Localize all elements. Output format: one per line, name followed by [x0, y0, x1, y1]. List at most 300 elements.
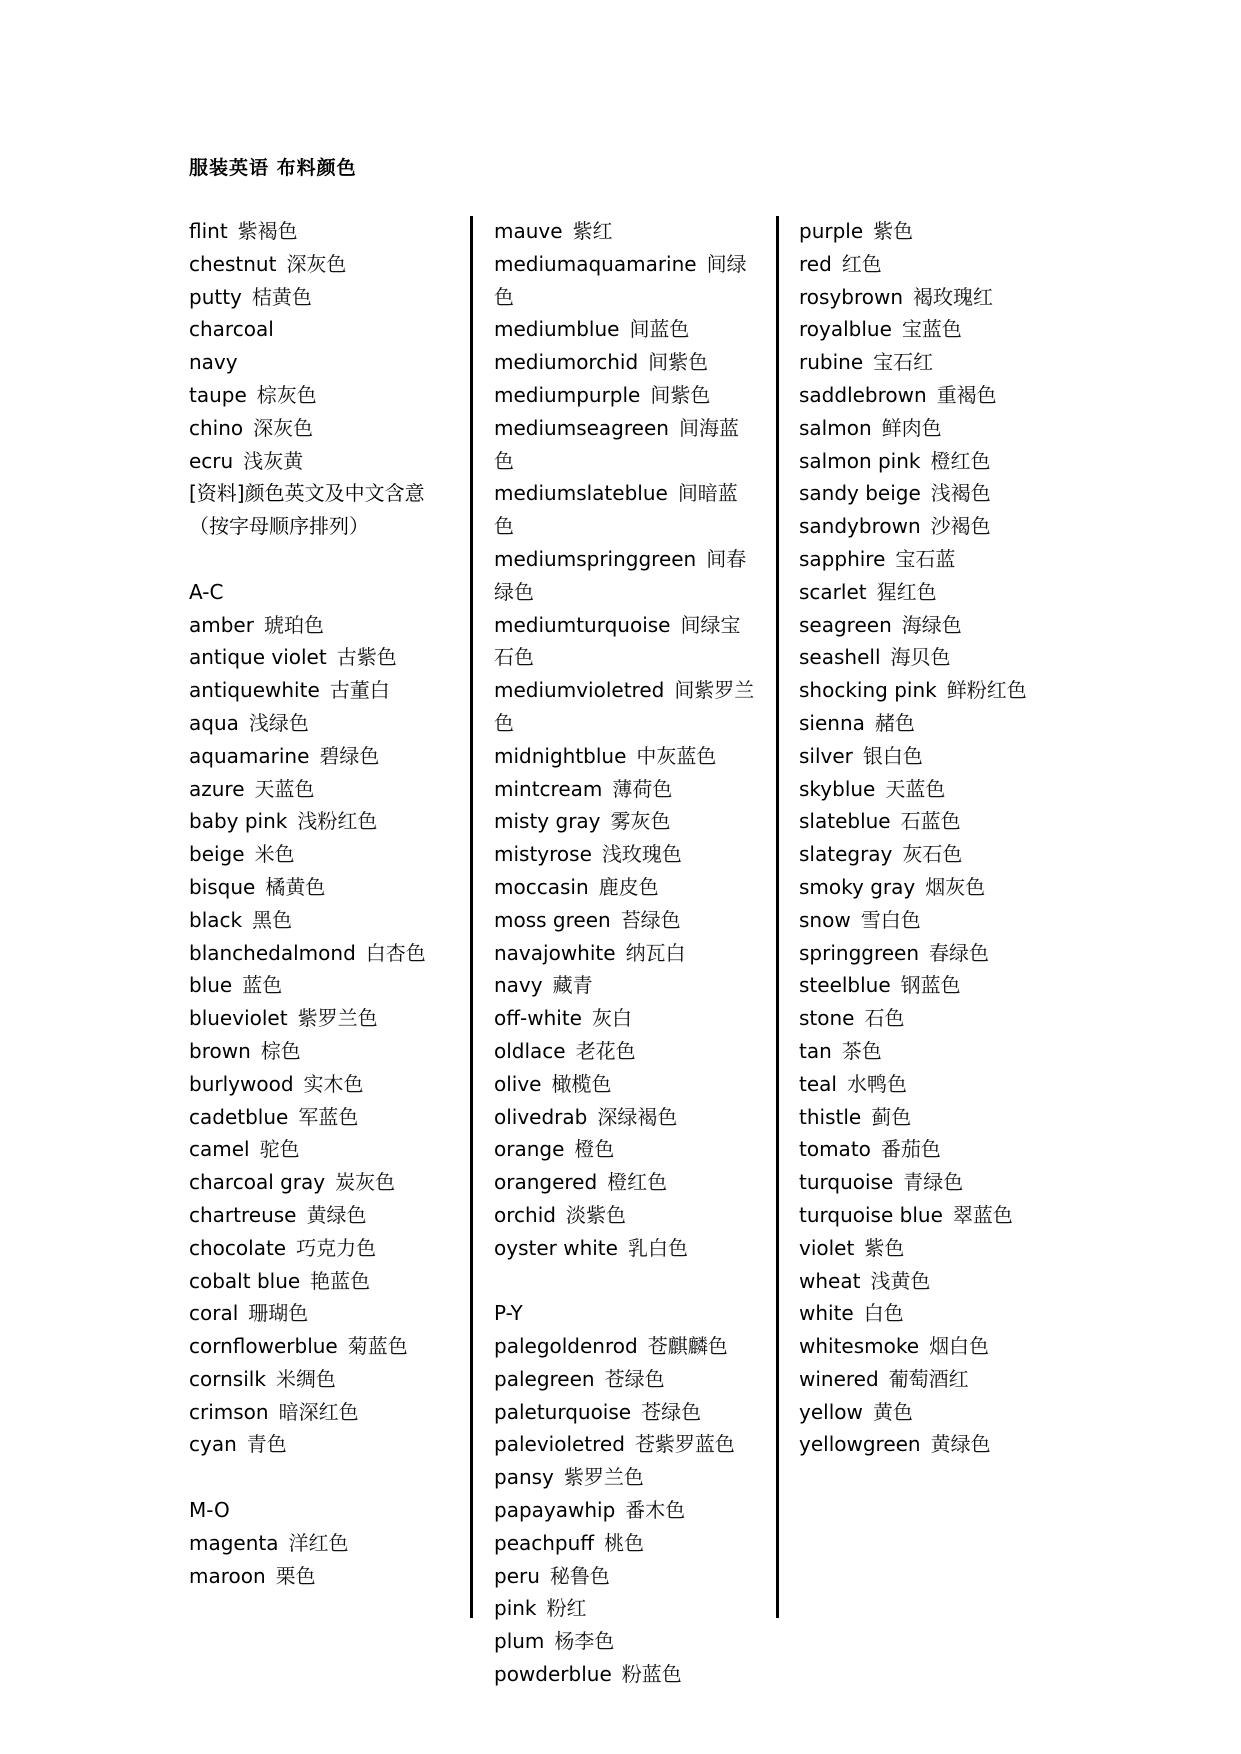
color-entry: [494, 674, 756, 740]
color-name-zh: 钢蓝色: [900, 973, 961, 998]
color-name-zh: 棕色: [260, 1038, 301, 1063]
color-entry: [189, 1428, 451, 1461]
color-name-en: baby pink: [189, 809, 288, 834]
color-name-zh: 实木色: [303, 1071, 364, 1096]
color-entry: [799, 313, 1061, 346]
color-name-en: orangered: [494, 1170, 598, 1195]
color-name-zh: 苍紫罗蓝色: [634, 1432, 735, 1457]
color-name-en: stone: [799, 1006, 855, 1031]
color-entry: [799, 871, 1061, 904]
color-name-zh: 浅褐色: [930, 481, 991, 506]
color-name-en: beige: [189, 842, 245, 867]
color-name-zh: 浅灰黄: [243, 448, 304, 473]
color-entry: [799, 838, 1061, 871]
color-entry: [189, 641, 451, 674]
color-name-en: powderblue: [494, 1662, 612, 1687]
color-entry: [799, 1068, 1061, 1101]
color-name-zh: 暗深红色: [278, 1399, 359, 1424]
color-entry: [799, 1232, 1061, 1265]
color-name-en: moccasin: [494, 874, 589, 899]
color-name-en: taupe: [189, 382, 247, 407]
color-name-zh: 番茄色: [880, 1137, 941, 1162]
color-name-en: misty gray: [494, 809, 601, 834]
color-name-en: tan: [799, 1038, 832, 1063]
color-name-en: chocolate: [189, 1235, 287, 1260]
color-name-en: mauve: [494, 219, 563, 243]
color-entry: [799, 346, 1061, 379]
color-name-zh: 藏青: [552, 973, 593, 998]
color-entry: [799, 248, 1061, 281]
color-name-en: winered: [799, 1366, 879, 1391]
color-name-zh: 杨李色: [554, 1629, 615, 1654]
column-3: [799, 215, 1061, 1461]
color-name-en: saddlebrown: [799, 382, 927, 407]
color-name-zh: 雾灰色: [610, 809, 671, 834]
color-entry: [494, 838, 756, 871]
color-entry: [494, 1658, 756, 1691]
color-entry: [494, 543, 756, 609]
color-name-en: purple: [799, 219, 864, 243]
color-name-en: charcoal: [189, 317, 274, 342]
color-entry: [189, 1330, 451, 1363]
color-name-zh: 海贝色: [890, 645, 951, 670]
color-entry: [189, 1297, 451, 1330]
color-name-en: yellow: [799, 1399, 863, 1424]
color-name-zh: 黄绿色: [930, 1432, 991, 1457]
color-entry: [799, 1396, 1061, 1429]
color-entry: [799, 969, 1061, 1002]
color-entry: [799, 1133, 1061, 1166]
color-name-en: sandybrown: [799, 514, 921, 539]
color-entry: [799, 215, 1061, 248]
color-entry: [799, 576, 1061, 609]
color-entry: [189, 805, 451, 838]
color-entry: [494, 346, 756, 379]
color-entry: [494, 1527, 756, 1560]
color-entry: [494, 313, 756, 346]
color-name-en: violet: [799, 1235, 855, 1260]
color-name-zh: 炭灰色: [335, 1170, 396, 1195]
color-entry: [189, 1133, 451, 1166]
color-name-en: tomato: [799, 1137, 871, 1162]
color-name-en: sandy beige: [799, 481, 921, 506]
color-name-zh: 军蓝色: [298, 1104, 359, 1129]
color-name-zh: 古董白: [329, 678, 390, 703]
color-name-zh: 茶色: [841, 1038, 882, 1063]
color-name-en: turquoise: [799, 1170, 894, 1195]
color-name-en: mediumspringgreen: [494, 546, 697, 571]
color-name-zh: 老花色: [575, 1038, 636, 1063]
color-name-zh: 紫罗兰色: [297, 1006, 378, 1031]
color-entry: [189, 1560, 451, 1593]
color-name-en: cyan: [189, 1432, 237, 1457]
color-entry: [799, 1002, 1061, 1035]
color-name-en: slategray: [799, 842, 893, 867]
color-name-zh: 鲜肉色: [881, 415, 942, 440]
color-entry: [494, 1560, 756, 1593]
color-entry: [189, 346, 451, 379]
color-name-en: salmon pink: [799, 448, 921, 473]
color-name-zh: 琥珀色: [263, 612, 324, 637]
color-entry: [189, 445, 451, 478]
color-entry: [799, 641, 1061, 674]
color-name-en: navy: [189, 350, 238, 375]
color-entry: [494, 1002, 756, 1035]
color-name-en: maroon: [189, 1563, 266, 1588]
color-name-zh: 青色: [246, 1432, 287, 1457]
color-name-en: skyblue: [799, 776, 876, 801]
color-name-en: snow: [799, 907, 851, 932]
color-entry: [799, 707, 1061, 740]
color-entry: [799, 609, 1061, 642]
color-name-zh: 洋红色: [288, 1530, 349, 1555]
color-name-zh: 黄绿色: [306, 1202, 367, 1227]
color-name-en: royalblue: [799, 317, 892, 342]
color-name-zh: 橘黄色: [265, 874, 326, 899]
color-entry: [494, 1133, 756, 1166]
color-name-en: palegreen: [494, 1366, 595, 1391]
color-name-en: yellowgreen: [799, 1432, 921, 1457]
color-entry: [189, 412, 451, 445]
color-name-zh: 间紫色: [650, 382, 711, 407]
color-name-zh: 橄榄色: [551, 1071, 612, 1096]
color-entry: [189, 773, 451, 806]
color-entry: [494, 1461, 756, 1494]
color-entry: [494, 1428, 756, 1461]
color-name-zh: 间蓝色: [629, 317, 690, 342]
color-entry: [494, 477, 756, 543]
color-name-zh: 间春绿色: [494, 546, 747, 604]
color-name-en: olivedrab: [494, 1104, 588, 1129]
color-name-en: antique violet: [189, 645, 327, 670]
color-entry: [494, 1330, 756, 1363]
color-name-zh: 橙红色: [930, 448, 991, 473]
color-entry: [189, 904, 451, 937]
color-entry: [494, 1363, 756, 1396]
color-name-en: charcoal gray: [189, 1170, 326, 1195]
color-name-en: putty: [189, 284, 242, 309]
color-name-en: palegoldenrod: [494, 1334, 638, 1359]
color-name-zh: 巧克力色: [296, 1235, 377, 1260]
color-name-en: crimson: [189, 1399, 269, 1424]
color-name-zh: 间绿色: [494, 251, 747, 309]
color-name-zh: 苍绿色: [641, 1399, 702, 1424]
page-title: 服装英语 布料颜色: [189, 157, 357, 179]
color-name-zh: 红色: [841, 251, 882, 276]
blank-line: [189, 543, 451, 576]
color-name-zh: 天蓝色: [885, 776, 946, 801]
color-name-en: antiquewhite: [189, 678, 320, 703]
color-name-en: springgreen: [799, 940, 920, 965]
color-entry: [494, 1396, 756, 1429]
color-entry: [799, 1166, 1061, 1199]
color-name-zh: 深绿褐色: [597, 1104, 678, 1129]
color-entry: [189, 740, 451, 773]
color-name-en: azure: [189, 776, 245, 801]
color-name-en: whitesmoke: [799, 1334, 920, 1359]
color-name-zh: 碧绿色: [319, 743, 380, 768]
color-name-en: chartreuse: [189, 1202, 297, 1227]
color-entry: [494, 1232, 756, 1265]
color-entry: [494, 1166, 756, 1199]
color-entry: [799, 1199, 1061, 1232]
color-name-zh: 苍绿色: [604, 1366, 665, 1391]
color-entry: [494, 969, 756, 1002]
color-name-en: orange: [494, 1137, 565, 1162]
color-name-en: chestnut: [189, 251, 277, 276]
color-name-zh: 桃色: [604, 1530, 645, 1555]
color-name-zh: 粉蓝色: [621, 1662, 682, 1687]
color-name-zh: 石色: [864, 1006, 905, 1031]
color-entry: [189, 871, 451, 904]
color-name-en: slateblue: [799, 809, 891, 834]
color-entry: [189, 248, 451, 281]
color-name-en: olive: [494, 1071, 542, 1096]
color-entry: [799, 1035, 1061, 1068]
color-entry: [494, 1199, 756, 1232]
color-name-en: off-white: [494, 1006, 582, 1031]
section-heading: M-O: [189, 1498, 230, 1523]
color-name-zh: 间紫罗兰色: [494, 678, 755, 735]
color-name-en: rubine: [799, 350, 864, 375]
color-entry: [189, 674, 451, 707]
color-name-en: chino: [189, 415, 244, 440]
color-name-zh: 雪白色: [860, 907, 921, 932]
color-name-zh: 宝石蓝: [895, 546, 956, 571]
color-entry: [189, 707, 451, 740]
color-entry: [494, 1592, 756, 1625]
color-name-zh: 葡萄酒红: [888, 1366, 969, 1391]
section-heading: A-C: [189, 579, 224, 604]
color-name-zh: 黑色: [252, 907, 293, 932]
color-entry: [799, 379, 1061, 412]
color-name-en: shocking pink: [799, 678, 937, 703]
color-name-zh: 间绿宝石色: [494, 612, 741, 670]
color-name-en: peru: [494, 1563, 540, 1588]
color-name-en: smoky gray: [799, 874, 916, 899]
color-name-en: mediumseagreen: [494, 415, 669, 440]
color-name-zh: 白色: [863, 1301, 904, 1326]
color-name-zh: 赭色: [874, 710, 915, 735]
color-name-en: teal: [799, 1071, 837, 1096]
color-name-en: blanchedalmond: [189, 940, 356, 965]
color-entry: [494, 1101, 756, 1134]
color-entry: [799, 1265, 1061, 1298]
color-name-en: plum: [494, 1629, 545, 1654]
color-name-zh: 海绿色: [901, 612, 962, 637]
color-name-zh: 棕灰色: [256, 382, 317, 407]
color-name-en: brown: [189, 1038, 251, 1063]
color-name-zh: 紫红: [572, 219, 613, 243]
color-name-zh: 纳瓦白: [625, 940, 686, 965]
color-entry: [189, 838, 451, 871]
color-name-zh: 紫色: [873, 219, 914, 243]
color-entry: [494, 1625, 756, 1658]
color-name-zh: 桔黄色: [251, 284, 312, 309]
color-entry: [799, 740, 1061, 773]
color-entry: [494, 937, 756, 970]
color-entry: [799, 1330, 1061, 1363]
color-entry: [799, 805, 1061, 838]
color-entry: [799, 1363, 1061, 1396]
note-text: [资料]颜色英文及中文含意（按字母顺序排列）: [189, 481, 425, 539]
color-name-en: seagreen: [799, 612, 892, 637]
color-name-zh: 石蓝色: [900, 809, 961, 834]
color-name-zh: 春绿色: [929, 940, 990, 965]
color-name-zh: 蓟色: [871, 1104, 912, 1129]
color-name-en: oldlace: [494, 1038, 566, 1063]
color-name-zh: 古紫色: [336, 645, 397, 670]
color-entry: [189, 1527, 451, 1560]
color-name-zh: 深灰色: [253, 415, 314, 440]
color-entry: [189, 609, 451, 642]
color-entry: [189, 1199, 451, 1232]
color-entry: [189, 1363, 451, 1396]
color-name-en: magenta: [189, 1530, 279, 1555]
color-entry: [494, 740, 756, 773]
color-entry: [189, 937, 451, 970]
color-name-en: midnightblue: [494, 743, 627, 768]
color-name-zh: 乳白色: [627, 1235, 688, 1260]
color-entry: [799, 937, 1061, 970]
color-entry: [799, 1297, 1061, 1330]
color-entry: [494, 215, 756, 248]
color-entry: [189, 1068, 451, 1101]
color-name-en: turquoise blue: [799, 1202, 943, 1227]
color-name-en: wheat: [799, 1268, 861, 1293]
color-name-zh: 驼色: [259, 1137, 300, 1162]
color-name-en: mistyrose: [494, 842, 592, 867]
color-name-zh: 间暗蓝色: [494, 481, 738, 539]
color-name-zh: 中灰蓝色: [636, 743, 717, 768]
color-name-en: cornflowerblue: [189, 1334, 338, 1359]
color-name-zh: 间海蓝色: [494, 415, 739, 473]
color-entry: [189, 1396, 451, 1429]
color-entry: [494, 379, 756, 412]
color-name-en: mintcream: [494, 776, 603, 801]
color-name-en: ecru: [189, 448, 234, 473]
color-name-en: cobalt blue: [189, 1268, 301, 1293]
color-name-zh: 天蓝色: [254, 776, 315, 801]
color-name-en: blue: [189, 973, 233, 998]
color-entry: [189, 1035, 451, 1068]
color-name-en: mediumslateblue: [494, 481, 668, 506]
color-entry: [189, 281, 451, 314]
color-name-zh: 褐玫瑰红: [913, 284, 994, 309]
color-name-zh: 番木色: [625, 1498, 686, 1523]
color-name-zh: 橙红色: [607, 1170, 668, 1195]
color-name-en: rosybrown: [799, 284, 904, 309]
color-name-zh: 粉红: [546, 1596, 587, 1621]
color-name-en: cadetblue: [189, 1104, 289, 1129]
color-entry: [189, 1166, 451, 1199]
color-name-zh: 薄荷色: [612, 776, 673, 801]
color-entry: [494, 871, 756, 904]
color-name-en: flint: [189, 219, 228, 243]
color-name-zh: 苔绿色: [620, 907, 681, 932]
color-name-zh: 珊瑚色: [248, 1301, 309, 1326]
color-name-zh: 紫色: [864, 1235, 905, 1260]
color-name-en: navy: [494, 973, 543, 998]
color-name-zh: 猩红色: [876, 579, 937, 604]
color-entry: [494, 904, 756, 937]
section-heading: P-Y: [494, 1301, 523, 1326]
color-entry: [189, 1002, 451, 1035]
color-entry: [799, 773, 1061, 806]
color-name-en: silver: [799, 743, 853, 768]
color-name-en: burlywood: [189, 1071, 294, 1096]
color-name-zh: 紫褐色: [237, 219, 298, 243]
color-name-en: sapphire: [799, 546, 886, 571]
color-name-en: sienna: [799, 710, 865, 735]
color-name-zh: 宝石红: [873, 350, 934, 375]
color-name-zh: 水鸭色: [846, 1071, 907, 1096]
color-name-en: peachpuff: [494, 1530, 595, 1555]
color-entry: [494, 1494, 756, 1527]
color-name-en: palevioletred: [494, 1432, 625, 1457]
color-entry: [189, 215, 451, 248]
color-name-zh: 橙色: [574, 1137, 615, 1162]
color-name-en: cornsilk: [189, 1366, 266, 1391]
color-name-en: pansy: [494, 1465, 554, 1490]
color-entry: [189, 379, 451, 412]
color-name-zh: 紫罗兰色: [563, 1465, 644, 1490]
color-name-en: mediumorchid: [494, 350, 639, 375]
color-name-zh: 秘鲁色: [549, 1563, 610, 1588]
color-name-zh: 蓝色: [242, 973, 283, 998]
color-name-en: mediumvioletred: [494, 678, 665, 703]
color-name-zh: 菊蓝色: [347, 1334, 408, 1359]
color-name-en: thistle: [799, 1104, 862, 1129]
color-name-zh: 重褐色: [936, 382, 997, 407]
color-name-zh: 银白色: [862, 743, 923, 768]
color-name-zh: 深灰色: [286, 251, 347, 276]
color-entry: [799, 445, 1061, 478]
color-entry: [494, 805, 756, 838]
color-name-zh: 间紫色: [648, 350, 709, 375]
color-entry: [494, 412, 756, 478]
color-entry: [799, 1428, 1061, 1461]
color-entry: [189, 313, 451, 346]
color-name-en: white: [799, 1301, 854, 1326]
color-name-zh: 白杏色: [365, 940, 426, 965]
color-name-zh: 烟灰色: [925, 874, 986, 899]
color-name-zh: 苍麒麟色: [647, 1334, 728, 1359]
color-name-en: salmon: [799, 415, 872, 440]
color-name-zh: 烟白色: [929, 1334, 990, 1359]
column-divider: [776, 216, 779, 1618]
color-name-en: black: [189, 907, 243, 932]
color-name-en: oyster white: [494, 1235, 618, 1260]
color-name-en: mediumpurple: [494, 382, 641, 407]
color-entry: [494, 609, 756, 675]
color-entry: [494, 1068, 756, 1101]
color-name-zh: 浅玫瑰色: [601, 842, 682, 867]
color-name-zh: 浅粉红色: [297, 809, 378, 834]
color-name-zh: 青绿色: [903, 1170, 964, 1195]
color-entry: [799, 543, 1061, 576]
color-name-zh: 鹿皮色: [598, 874, 659, 899]
color-name-en: mediumturquoise: [494, 612, 671, 637]
color-entry: [799, 281, 1061, 314]
color-entry: [799, 1101, 1061, 1134]
color-name-zh: 灰白: [591, 1006, 632, 1031]
color-name-en: blueviolet: [189, 1006, 288, 1031]
color-name-en: paleturquoise: [494, 1399, 632, 1424]
color-entry: [799, 904, 1061, 937]
color-name-en: papayawhip: [494, 1498, 616, 1523]
color-name-en: steelblue: [799, 973, 891, 998]
